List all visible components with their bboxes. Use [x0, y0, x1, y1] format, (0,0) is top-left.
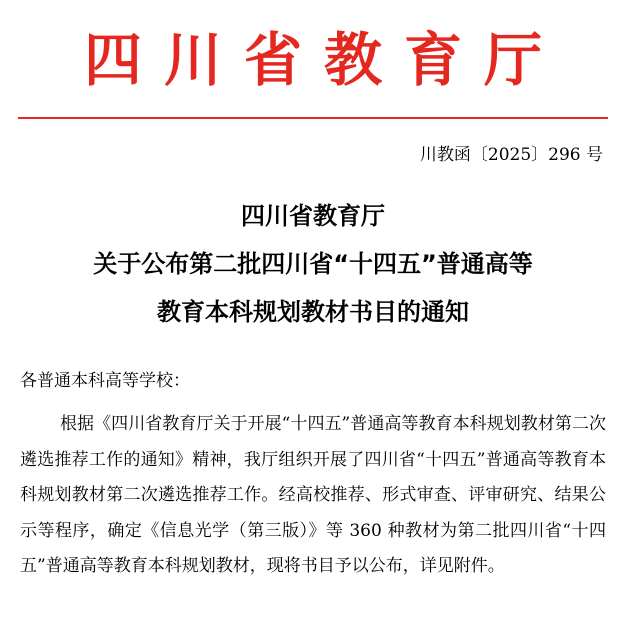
- title-line-2: 关于公布第二批四川省“十四五”普通高等: [93, 250, 533, 278]
- body-paragraph: 根据《四川省教育厅关于开展“十四五”普通高等教育本科规划教材第二次遴选推荐工作的通知》精神，我厅组织开展了四川省“十四五”普通高等教育本科规划教材第二次遴选推荐工作。经高校推荐、形式审查、评审研究、结果公示等程序，确定《信息光学（第三版）》等 360 种教材为第二批四川省“十四五”普通高等教育本科规划教材，现将书目予以公布，详见附件。: [20, 414, 606, 576]
- title-line-1: 四川省教育厅: [241, 202, 385, 230]
- document-number: 川教函〔2025〕296 号: [419, 145, 603, 165]
- letterhead-title: 四川省教育厅: [83, 26, 564, 94]
- letterhead-red-rule: [18, 117, 608, 119]
- document-title: [0, 192, 626, 336]
- title-line-3: 教育本科规划教材书目的通知: [157, 298, 469, 326]
- salutation: 各普通本科高等学校：: [20, 371, 190, 391]
